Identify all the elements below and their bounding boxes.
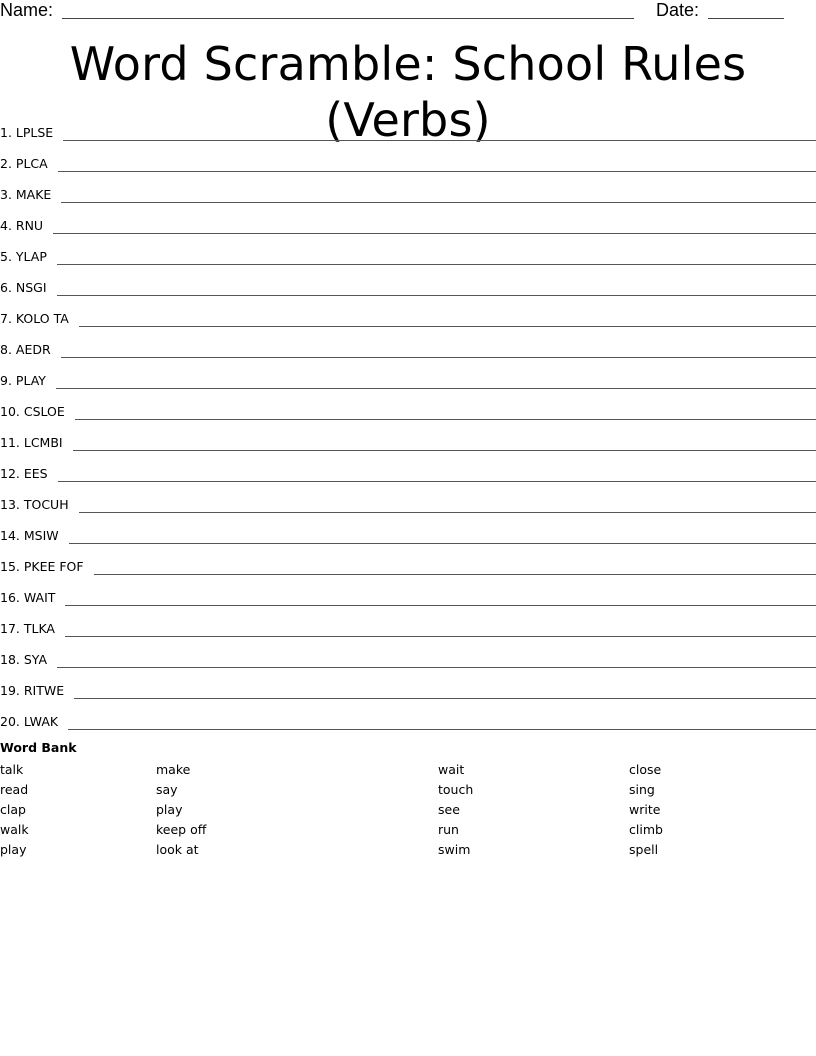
word-bank-item: sing bbox=[629, 782, 655, 797]
question-label: 20. LWAK bbox=[0, 714, 59, 729]
name-label: Name: bbox=[0, 0, 54, 20]
question-row bbox=[0, 327, 816, 358]
date-field-line[interactable] bbox=[708, 18, 784, 19]
question-row bbox=[0, 513, 816, 544]
word-bank-item: swim bbox=[438, 842, 471, 857]
word-bank-item: climb bbox=[629, 822, 663, 837]
word-bank-column bbox=[0, 760, 29, 860]
word-bank-column bbox=[156, 760, 206, 860]
worksheet-header bbox=[0, 0, 816, 22]
question-row bbox=[0, 420, 816, 451]
date-label: Date: bbox=[656, 0, 700, 20]
question-row bbox=[0, 110, 816, 141]
question-row bbox=[0, 203, 816, 234]
question-label: 4. RNU bbox=[0, 218, 44, 233]
word-bank-item: talk bbox=[0, 762, 24, 777]
question-label: 10. CSLOE bbox=[0, 404, 65, 419]
word-bank-item: see bbox=[438, 802, 460, 817]
question-label: 13. TOCUH bbox=[0, 497, 69, 512]
question-label: 16. WAIT bbox=[0, 590, 56, 605]
question-label: 18. SYA bbox=[0, 652, 48, 667]
word-bank bbox=[0, 740, 816, 857]
question-row bbox=[0, 482, 816, 513]
question-row bbox=[0, 544, 816, 575]
question-row bbox=[0, 451, 816, 482]
question-row bbox=[0, 141, 816, 172]
word-bank-title: Word Bank bbox=[0, 740, 77, 755]
question-label: 7. KOLO TA bbox=[0, 311, 69, 326]
word-bank-item: write bbox=[629, 802, 661, 817]
word-bank-item: close bbox=[629, 762, 662, 777]
question-row bbox=[0, 265, 816, 296]
question-label: 17. TLKA bbox=[0, 621, 55, 636]
word-bank-item: play bbox=[0, 842, 27, 857]
question-label: 11. LCMBI bbox=[0, 435, 63, 450]
question-row bbox=[0, 172, 816, 203]
question-label: 14. MSIW bbox=[0, 528, 59, 543]
question-label: 15. PKEE FOF bbox=[0, 559, 84, 574]
answer-line[interactable] bbox=[68, 729, 816, 730]
question-label: 6. NSGI bbox=[0, 280, 47, 295]
question-row bbox=[0, 668, 816, 699]
word-bank-column bbox=[438, 760, 473, 860]
question-label: 3. MAKE bbox=[0, 187, 52, 202]
question-row bbox=[0, 234, 816, 265]
page-title: Word Scramble: School Rules (Verbs) bbox=[69, 37, 747, 147]
name-field-line[interactable] bbox=[62, 18, 634, 19]
question-row bbox=[0, 358, 816, 389]
question-label: 5. YLAP bbox=[0, 249, 47, 264]
question-row bbox=[0, 637, 816, 668]
question-row bbox=[0, 606, 816, 637]
question-label: 12. EES bbox=[0, 466, 48, 481]
word-bank-item: clap bbox=[0, 802, 26, 817]
question-row bbox=[0, 699, 816, 730]
question-label: 1. LPLSE bbox=[0, 125, 54, 140]
word-bank-item: touch bbox=[438, 782, 474, 797]
word-bank-item: make bbox=[156, 762, 191, 777]
word-bank-item: keep off bbox=[156, 822, 207, 837]
question-label: 19. RITWE bbox=[0, 683, 65, 698]
word-bank-item: say bbox=[156, 782, 178, 797]
word-bank-item: read bbox=[0, 782, 29, 797]
question-label: 2. PLCA bbox=[0, 156, 48, 171]
word-bank-item: walk bbox=[0, 822, 29, 837]
question-row bbox=[0, 575, 816, 606]
word-bank-item: spell bbox=[629, 842, 659, 857]
word-bank-item: look at bbox=[156, 842, 199, 857]
question-label: 8. AEDR bbox=[0, 342, 51, 357]
word-bank-column bbox=[629, 760, 663, 860]
word-bank-item: run bbox=[438, 822, 459, 837]
question-row bbox=[0, 389, 816, 420]
question-label: 9. PLAY bbox=[0, 373, 46, 388]
word-bank-item: wait bbox=[438, 762, 465, 777]
question-row bbox=[0, 296, 816, 327]
word-bank-item: play bbox=[156, 802, 183, 817]
